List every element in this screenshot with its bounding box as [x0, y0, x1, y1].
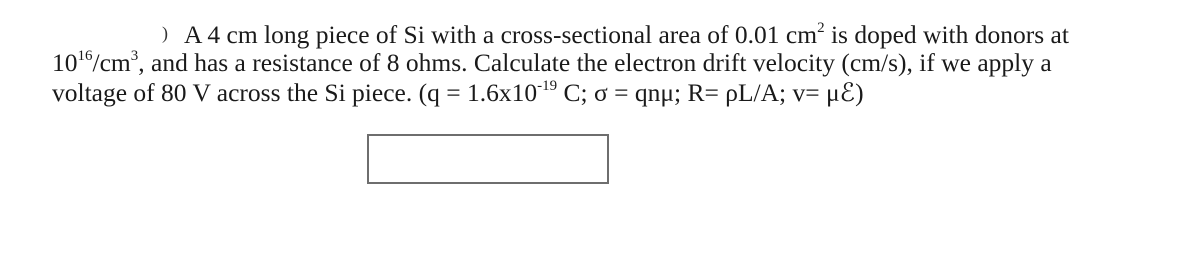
question-marker: ) — [162, 23, 168, 43]
answer-input-box[interactable] — [367, 134, 609, 184]
question-text — [52, 18, 1172, 108]
question-line-2: $10^{16}/cm^3$, and has a resistance of 8 ohms. Calculate the electron drift velocity (cm/s), if we apply a — [52, 48, 1052, 77]
question-line-1: ) A 4 cm long piece of Si with a cross-sectional area of 0.01 $cm^2$ is doped with donors at — [162, 20, 1069, 49]
question-line-3: voltage of 80 V across the Si piece. ($q = 1.6x10^{-19}$ C; σ = qnμ; R= ρL/A; v= μℰ) — [52, 78, 864, 107]
